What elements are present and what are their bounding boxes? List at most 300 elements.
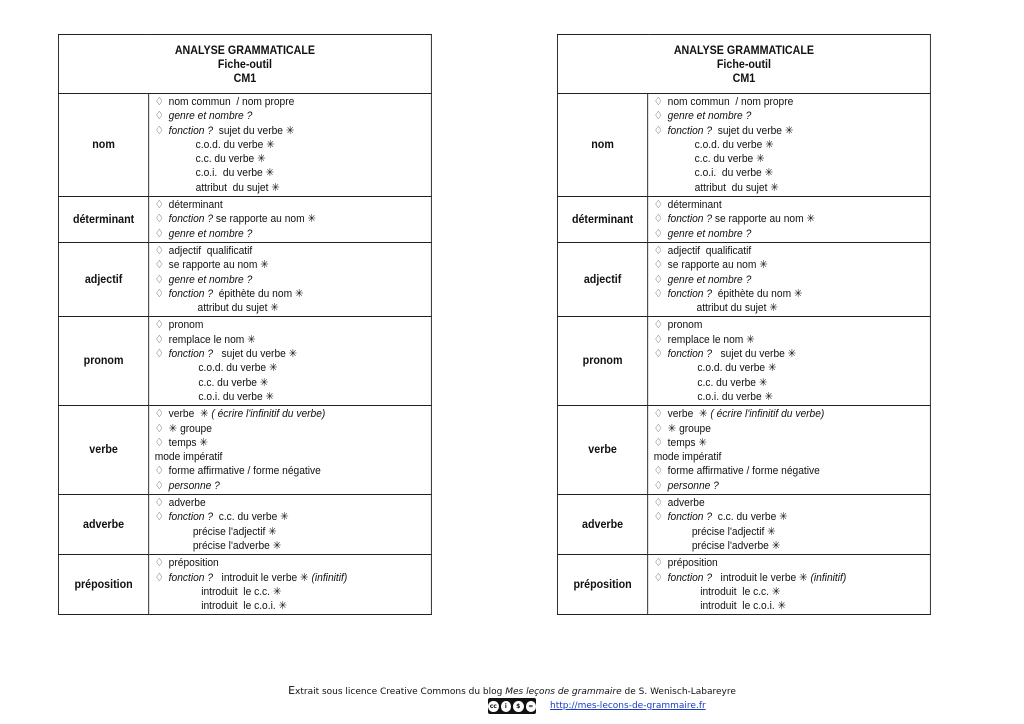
diamond-bullet-icon: ♢ [154, 436, 164, 449]
item-line [654, 390, 930, 404]
item-text: forme affirmative / forme négative [168, 465, 321, 478]
item-text: c.o.i. du verbe [195, 167, 266, 180]
item-line [155, 496, 431, 510]
item-question: fonction ? [168, 348, 214, 361]
item-line [155, 539, 431, 553]
item-text: mode impératif [653, 451, 722, 464]
category-items [648, 242, 931, 316]
diamond-bullet-icon: ♢ [653, 287, 663, 300]
diamond-bullet-icon: ♢ [653, 259, 663, 272]
item-text: c.c. du verbe [697, 376, 759, 389]
item-text: remplace le nom [667, 333, 747, 346]
category-row [58, 94, 431, 197]
item-line [155, 152, 431, 166]
item-line [155, 318, 431, 332]
diamond-bullet-icon: ♢ [154, 287, 164, 300]
asterisk-icon: ✳ [784, 124, 794, 137]
item-text: sujet du verbe [712, 348, 788, 361]
item-question: ( écrire l'infinitif du verbe) [707, 408, 825, 421]
item-text: épithète du nom [712, 287, 794, 300]
diamond-bullet-icon: ♢ [154, 96, 164, 108]
category-items [149, 406, 432, 495]
category-name: adverbe [557, 495, 647, 555]
asterisk-icon: ✳ [270, 302, 279, 315]
item-text: déterminant [168, 199, 223, 212]
asterisk-icon: ✳ [168, 422, 178, 435]
category-name: adverbe [58, 495, 148, 555]
category-row [58, 317, 431, 406]
asterisk-icon: ✳ [307, 213, 317, 226]
item-line [654, 347, 930, 361]
asterisk-icon: ✳ [771, 585, 781, 598]
item-text: c.c. du verbe [694, 153, 757, 166]
sheet-header [58, 35, 431, 94]
item-text: épithète du nom [213, 287, 295, 300]
item-line [654, 198, 930, 212]
item-line [654, 464, 930, 478]
grammar-sheet-left [58, 34, 432, 615]
diamond-bullet-icon: ♢ [653, 479, 663, 492]
item-line [654, 571, 930, 585]
asterisk-icon: ✳ [271, 181, 280, 194]
diamond-bullet-icon: ♢ [154, 110, 164, 123]
item-line [155, 227, 431, 241]
category-row [58, 555, 431, 615]
category-items [149, 495, 432, 555]
item-text: se rapporte au nom [712, 213, 807, 226]
category-name: déterminant [557, 197, 647, 243]
item-text: c.o.d. du verbe [697, 362, 768, 375]
diamond-bullet-icon: ♢ [653, 511, 663, 524]
item-question: genre et nombre ? [667, 110, 752, 123]
diamond-bullet-icon: ♢ [154, 465, 164, 478]
item-line [654, 525, 930, 539]
item-line [654, 258, 930, 272]
item-line [654, 227, 930, 241]
item-text: c.o.d. du verbe [694, 138, 766, 151]
item-text: introduit le verbe [213, 571, 301, 584]
asterisk-icon: ✳ [268, 525, 277, 538]
asterisk-icon: ✳ [759, 259, 768, 272]
asterisk-icon: ✳ [285, 124, 295, 137]
item-text: verbe [667, 408, 699, 421]
item-text: adverbe [667, 497, 705, 510]
item-line [654, 333, 930, 347]
item-line [155, 450, 431, 464]
item-line [155, 479, 431, 493]
item-line [654, 436, 930, 450]
item-line [654, 244, 930, 258]
item-line [155, 510, 431, 524]
item-line [654, 585, 930, 599]
diamond-bullet-icon: ♢ [154, 227, 164, 240]
asterisk-icon: ✳ [278, 600, 288, 613]
diamond-bullet-icon: ♢ [653, 213, 663, 226]
footer-text-before: xtrait sous licence Creative Commons du blog [295, 687, 506, 697]
creative-commons-badge-icon: cc i $ = [488, 698, 536, 714]
item-text: c.c. du verbe [198, 376, 260, 389]
item-line [654, 376, 930, 390]
diamond-bullet-icon: ♢ [154, 557, 164, 570]
category-row [557, 242, 930, 316]
asterisk-icon: ✳ [767, 525, 776, 538]
asterisk-icon: ✳ [288, 348, 298, 361]
item-text: mode impératif [154, 451, 223, 464]
item-line [654, 556, 930, 570]
item-text: introduit le c.c. [201, 585, 273, 598]
item-line [654, 422, 930, 436]
item-line [155, 124, 431, 138]
item-line [155, 407, 431, 421]
item-line [155, 347, 431, 361]
asterisk-icon: ✳ [793, 287, 803, 300]
diamond-bullet-icon: ♢ [653, 465, 663, 478]
category-name: préposition [58, 555, 148, 615]
category-name: adjectif [557, 242, 647, 316]
category-items [149, 555, 432, 615]
item-line [155, 599, 431, 613]
asterisk-icon: ✳ [272, 585, 282, 598]
category-row [557, 555, 930, 615]
diamond-bullet-icon: ♢ [653, 96, 663, 108]
item-line [155, 273, 431, 287]
sheet-level: CM1 [233, 73, 257, 85]
item-line [155, 95, 431, 109]
diamond-bullet-icon: ♢ [154, 259, 164, 272]
item-text: introduit le verbe [712, 571, 800, 584]
category-items [149, 94, 432, 197]
item-line [155, 361, 431, 375]
diamond-bullet-icon: ♢ [653, 571, 663, 584]
item-line [654, 287, 930, 301]
item-question: fonction ? [667, 213, 713, 226]
item-line [654, 95, 930, 109]
item-text: se rapporte au nom [213, 213, 308, 226]
item-text: temps [667, 436, 699, 449]
item-text: c.o.i. du verbe [198, 390, 266, 403]
item-line [155, 422, 431, 436]
footer-blog-name: Mes leçons de grammaire [505, 687, 622, 697]
diamond-bullet-icon: ♢ [653, 110, 663, 123]
asterisk-icon: ✳ [799, 571, 808, 584]
item-line [654, 138, 930, 152]
asterisk-icon: ✳ [265, 390, 275, 403]
diamond-bullet-icon: ♢ [154, 319, 164, 332]
item-question: genre et nombre ? [168, 227, 253, 240]
category-name: déterminant [58, 197, 148, 243]
item-text: forme affirmative / forme négative [667, 465, 820, 478]
category-row [557, 197, 930, 243]
item-text: attribut du sujet [195, 181, 272, 194]
item-text: nom commun / nom propre [667, 96, 794, 108]
category-row [58, 197, 431, 243]
diamond-bullet-icon: ♢ [154, 124, 164, 137]
category-items [648, 495, 931, 555]
item-question: fonction ? [667, 348, 713, 361]
diamond-bullet-icon: ♢ [154, 273, 164, 286]
item-text: précise l'adverbe [192, 539, 273, 552]
item-text: sujet du verbe [712, 124, 785, 137]
item-text: c.o.i. du verbe [694, 167, 765, 180]
asterisk-icon: ✳ [698, 408, 708, 421]
item-text: nom commun / nom propre [168, 96, 295, 108]
diamond-bullet-icon: ♢ [154, 408, 164, 421]
footer-text-after: de S. Wenisch-Labareyre [621, 687, 736, 697]
item-text: sujet du verbe [213, 348, 289, 361]
diamond-bullet-icon: ♢ [154, 479, 164, 492]
item-line [155, 181, 431, 195]
diamond-bullet-icon: ♢ [653, 497, 663, 510]
item-line [654, 318, 930, 332]
item-question: genre et nombre ? [168, 273, 253, 286]
asterisk-icon: ✳ [266, 138, 275, 151]
item-text: temps [168, 436, 200, 449]
asterisk-icon: ✳ [247, 333, 256, 346]
diamond-bullet-icon: ♢ [154, 213, 164, 226]
item-text: pronom [168, 319, 204, 332]
item-text: verbe [168, 408, 200, 421]
asterisk-icon: ✳ [257, 153, 266, 166]
item-text: attribut du sujet [197, 302, 271, 315]
item-text: précise l'adverbe [691, 539, 772, 552]
category-items [648, 197, 931, 243]
category-name: verbe [58, 406, 148, 495]
sheet-header-row [58, 35, 431, 94]
asterisk-icon: ✳ [777, 600, 787, 613]
category-items [648, 406, 931, 495]
diamond-bullet-icon: ♢ [653, 244, 663, 257]
asterisk-icon: ✳ [294, 287, 304, 300]
category-items [149, 242, 432, 316]
item-question: fonction ? [168, 571, 214, 584]
diamond-bullet-icon: ♢ [154, 199, 164, 212]
category-name: pronom [557, 317, 647, 406]
category-items [149, 197, 432, 243]
blog-link[interactable]: http://mes-lecons-de-grammaire.fr [550, 701, 706, 711]
sheet-title: ANALYSE GRAMMATICALE [174, 45, 316, 57]
item-text: c.c. du verbe [712, 511, 780, 524]
item-question: personne ? [168, 479, 220, 492]
diamond-bullet-icon: ♢ [653, 436, 663, 449]
diamond-bullet-icon: ♢ [154, 497, 164, 510]
item-line [155, 109, 431, 123]
item-text: attribut du sujet [696, 302, 770, 315]
item-question: genre et nombre ? [168, 110, 253, 123]
category-row [557, 94, 930, 197]
asterisk-icon: ✳ [698, 436, 707, 449]
footer-initial: E [288, 684, 296, 697]
asterisk-icon: ✳ [764, 390, 774, 403]
item-question: fonction ? [168, 124, 214, 137]
item-text: c.o.d. du verbe [195, 138, 267, 151]
item-text: remplace le nom [168, 333, 248, 346]
item-text: adjectif qualificatif [168, 244, 253, 257]
asterisk-icon: ✳ [806, 213, 816, 226]
category-name: verbe [557, 406, 647, 495]
item-text: introduit le c.o.i. [700, 600, 778, 613]
category-name: nom [58, 94, 148, 197]
item-line [155, 585, 431, 599]
diamond-bullet-icon: ♢ [653, 408, 663, 421]
asterisk-icon: ✳ [770, 181, 779, 194]
sheet-subtitle: Fiche-outil [716, 59, 771, 71]
category-items [149, 317, 432, 406]
asterisk-icon: ✳ [259, 376, 269, 389]
item-question: genre et nombre ? [667, 273, 752, 286]
item-text: pronom [667, 319, 703, 332]
category-row [557, 317, 930, 406]
item-line [654, 361, 930, 375]
item-question: fonction ? [667, 511, 713, 524]
sheet-title: ANALYSE GRAMMATICALE [673, 45, 815, 57]
item-question: personne ? [667, 479, 719, 492]
item-line [654, 181, 930, 195]
item-line [654, 599, 930, 613]
item-line [155, 212, 431, 226]
item-line [654, 212, 930, 226]
asterisk-icon: ✳ [260, 259, 269, 272]
item-text: se rapporte au nom [168, 259, 261, 272]
diamond-bullet-icon: ♢ [653, 273, 663, 286]
item-line [155, 436, 431, 450]
item-question: fonction ? [667, 287, 713, 300]
item-question: fonction ? [168, 511, 214, 524]
category-row [58, 495, 431, 555]
asterisk-icon: ✳ [667, 422, 677, 435]
item-text: c.c. du verbe [195, 153, 258, 166]
item-line [654, 496, 930, 510]
item-question: ( écrire l'infinitif du verbe) [208, 408, 326, 421]
asterisk-icon: ✳ [265, 167, 275, 180]
item-line [155, 138, 431, 152]
item-text: c.o.d. du verbe [198, 362, 269, 375]
asterisk-icon: ✳ [771, 539, 781, 552]
item-line [155, 464, 431, 478]
asterisk-icon: ✳ [272, 539, 282, 552]
asterisk-icon: ✳ [764, 167, 774, 180]
diamond-bullet-icon: ♢ [653, 199, 663, 212]
diamond-bullet-icon: ♢ [154, 511, 164, 524]
item-line [155, 301, 431, 315]
item-text: déterminant [667, 199, 722, 212]
item-text: précise l'adjectif [691, 525, 768, 538]
item-line [155, 287, 431, 301]
diamond-bullet-icon: ♢ [653, 124, 663, 137]
item-line [155, 333, 431, 347]
asterisk-icon: ✳ [199, 408, 209, 421]
category-row [58, 242, 431, 316]
item-text: adverbe [168, 497, 206, 510]
item-text: se rapporte au nom [667, 259, 760, 272]
asterisk-icon: ✳ [280, 511, 289, 524]
item-text: préposition [667, 557, 718, 570]
diamond-bullet-icon: ♢ [154, 348, 164, 361]
sheet-header-row [557, 35, 930, 94]
category-row [557, 406, 930, 495]
category-items [648, 555, 931, 615]
item-text: adjectif qualificatif [667, 244, 752, 257]
item-text: introduit le c.o.i. [201, 600, 279, 613]
item-line [654, 407, 930, 421]
item-line [155, 571, 431, 585]
category-name: nom [557, 94, 647, 197]
asterisk-icon: ✳ [769, 302, 778, 315]
asterisk-icon: ✳ [756, 153, 765, 166]
item-text: c.c. du verbe [213, 511, 281, 524]
asterisk-icon: ✳ [300, 571, 309, 584]
item-text: précise l'adjectif [192, 525, 269, 538]
item-line [155, 244, 431, 258]
sheet-subtitle: Fiche-outil [217, 59, 272, 71]
item-line [654, 273, 930, 287]
item-question: fonction ? [667, 571, 713, 584]
item-line [654, 539, 930, 553]
asterisk-icon: ✳ [765, 138, 774, 151]
item-line [654, 479, 930, 493]
item-text: groupe [177, 422, 212, 435]
item-line [155, 166, 431, 180]
asterisk-icon: ✳ [199, 436, 208, 449]
asterisk-icon: ✳ [787, 348, 797, 361]
diamond-bullet-icon: ♢ [653, 348, 663, 361]
item-line [654, 124, 930, 138]
item-line [654, 109, 930, 123]
item-question: fonction ? [168, 287, 214, 300]
diamond-bullet-icon: ♢ [154, 244, 164, 257]
category-name: adjectif [58, 242, 148, 316]
category-name: préposition [557, 555, 647, 615]
item-question: (infinitif) [308, 571, 348, 584]
item-question: fonction ? [168, 213, 214, 226]
diamond-bullet-icon: ♢ [154, 422, 164, 435]
category-items [648, 317, 931, 406]
grammar-sheet-right [557, 34, 931, 615]
diamond-bullet-icon: ♢ [653, 333, 663, 346]
item-text: groupe [676, 422, 711, 435]
item-line [654, 152, 930, 166]
item-line [155, 525, 431, 539]
item-line [155, 258, 431, 272]
item-text: c.o.i. du verbe [697, 390, 765, 403]
diamond-bullet-icon: ♢ [653, 227, 663, 240]
asterisk-icon: ✳ [767, 362, 777, 375]
item-line [654, 450, 930, 464]
diamond-bullet-icon: ♢ [653, 557, 663, 570]
category-items [648, 94, 931, 197]
asterisk-icon: ✳ [758, 376, 768, 389]
item-question: (infinitif) [807, 571, 847, 584]
item-line [155, 198, 431, 212]
sheet-header [557, 35, 930, 94]
asterisk-icon: ✳ [779, 511, 788, 524]
category-row [58, 406, 431, 495]
item-line [654, 166, 930, 180]
category-name: pronom [58, 317, 148, 406]
item-text: sujet du verbe [213, 124, 286, 137]
item-line [155, 390, 431, 404]
license-footer [0, 684, 1024, 697]
item-text: attribut du sujet [694, 181, 771, 194]
item-text: préposition [168, 557, 219, 570]
item-text: introduit le c.c. [700, 585, 772, 598]
sheet-level: CM1 [732, 73, 756, 85]
asterisk-icon: ✳ [746, 333, 755, 346]
item-line [155, 556, 431, 570]
item-question: fonction ? [667, 124, 713, 137]
diamond-bullet-icon: ♢ [653, 319, 663, 332]
item-line [654, 301, 930, 315]
diamond-bullet-icon: ♢ [653, 422, 663, 435]
